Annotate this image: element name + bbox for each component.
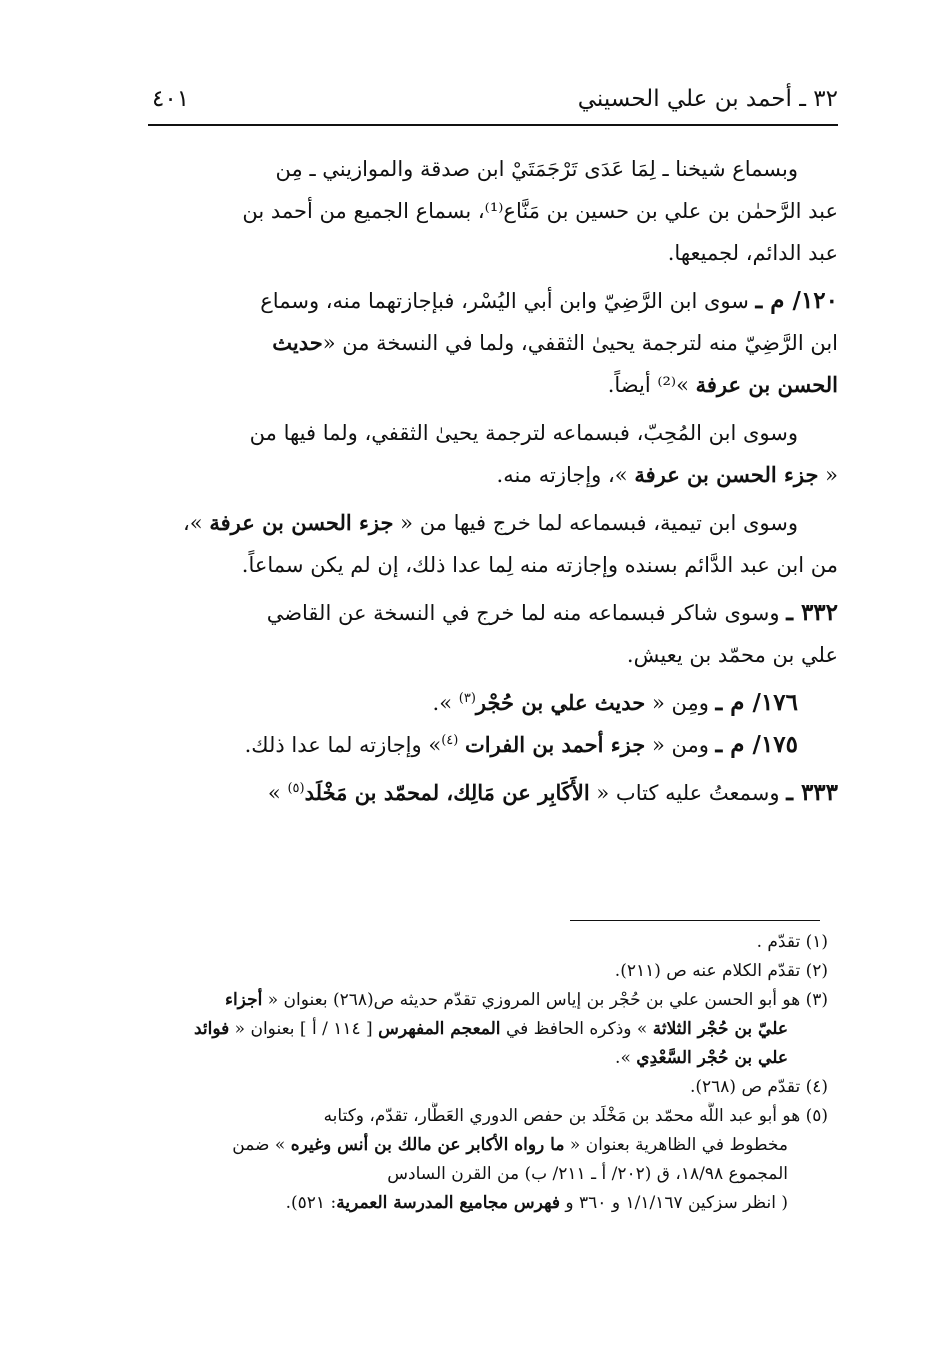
footnote-5: (٥) هو أبو عبد اللَّه محمّد بن مَخْلَد بن حفص الدوري العَطَّار، تقدّم، وكتابه [323, 1106, 828, 1126]
page-number: ٤٠١ [152, 86, 190, 112]
bold-title: علي بن حُجْر السَّعْدِي [636, 1048, 788, 1068]
paragraph-332 [136, 592, 838, 676]
text-line: عبد الرَّحمٰن بن علي بن حسين بن مَنَّاع⁽¹⁾، بسماع الجميع من أحمد بن [242, 199, 838, 223]
text-line [136, 280, 838, 322]
footnote-2: (٢) تقدّم الكلام عنه ص (٢١١). [614, 961, 828, 981]
bold-title: فوائد [193, 1019, 230, 1039]
text-line [136, 772, 838, 814]
footnote-ref: (٣) [458, 691, 476, 706]
text-span: » [267, 781, 281, 805]
footnote-5-cont [126, 1189, 828, 1218]
text-line: علي بن محمّد بن يعيش. [626, 643, 838, 667]
footnote-ref: (٥) [287, 781, 305, 796]
entry-number: ١٢٠/ م ـ [755, 287, 838, 314]
bold-title: جزء الحسن بن عرفة [634, 462, 819, 487]
text-span: (٣) هو أبو الحسن علي بن حُجْر بن إياس المروزي تقدّم حديثه ص(٢٦٨) بعنوان « [267, 990, 828, 1010]
footnote-3-cont [126, 1044, 828, 1073]
paragraph-ibn-taymiyya [136, 502, 838, 586]
text-span: »، [183, 511, 203, 535]
text-span: ومِن « [651, 691, 709, 715]
paragraph-1 [136, 148, 838, 274]
text-line [136, 592, 838, 634]
bold-title: حديث علي بن حُجْر [475, 690, 646, 715]
text-span: : ٥٢١). [285, 1193, 337, 1213]
footnote-3-cont [126, 1015, 828, 1044]
bold-title: حديث [272, 330, 323, 355]
text-line: عبد الدائم، لجميعها. [667, 241, 838, 265]
text-span: ابن الرَّضِيّ منه لترجمة يحيىٰ الثقفي، ولما في النسخة من « [322, 331, 838, 355]
text-line [136, 454, 838, 496]
running-header [148, 82, 838, 122]
text-span: »⁽²⁾ أيضاً. [607, 373, 689, 397]
entry-number: ١٧٥/ م ـ [715, 731, 798, 758]
text-line: من ابن عبد الدَّائم بسنده وإجازته منه لِما عدا ذلك، إن لم يكن سماعاً. [241, 553, 838, 577]
text-span: « [825, 463, 838, 487]
bold-title: الأَكَابِر عن مَالِك، لمحمّد بن مَخْلَد [304, 780, 590, 805]
text-span: ( انظر سزكين ١/١/١٦٧ و ٣٦٠ و [565, 1193, 788, 1213]
text-line [136, 322, 838, 364]
header-rule [148, 124, 838, 126]
text-span: ». [432, 691, 453, 715]
paragraph-176 [136, 682, 838, 724]
footnote-5-cont [126, 1131, 828, 1160]
footnote-ref: (٤) [441, 733, 459, 748]
footnote-1: (١) تقدّم . [756, 932, 828, 952]
footnotes [126, 928, 828, 1218]
header-title: ٣٢ ـ أحمد بن علي الحسيني [577, 86, 838, 112]
footnote-3 [126, 986, 828, 1015]
entry-number: ٣٣٣ ـ [786, 779, 838, 806]
bold-title: ما رواه الأكابر عن مالك بن أنس وغيره [290, 1135, 565, 1155]
text-span: وسمعتُ عليه كتاب « [596, 781, 780, 805]
main-text [136, 148, 838, 820]
text-span: » ضمن [232, 1135, 286, 1155]
footnote-4: (٤) تقدّم ص (٢٦٨). [689, 1077, 828, 1097]
text-line [136, 724, 838, 766]
text-span: [ ١١٤ / أ ] بعنوان « [234, 1019, 373, 1039]
bold-title: فهرس مجاميع المدرسة العمرية [336, 1193, 560, 1213]
bold-title: جزء أحمد بن الفرات [465, 732, 646, 757]
footnote-5-cont: المجموع ١٨/٩٨، ق (٢٠٢/ أ ـ ٢١١/ ب) من القرن السادس [387, 1164, 788, 1184]
footnote-separator [570, 920, 820, 921]
text-span: مخطوط في الظاهرية بعنوان « [569, 1135, 788, 1155]
text-span: ومن « [651, 733, 709, 757]
text-span: سوى ابن الرَّضِيّ وابن أبي اليُسْر، فبإجازتهما منه، وسماع [260, 289, 749, 313]
text-line [136, 502, 838, 544]
bold-title: جزء الحسن بن عرفة [209, 510, 394, 535]
paragraph-120 [136, 280, 838, 406]
text-line: وبسماع شيخنا ـ لِمَا عَدَى تَرْجَمَتَيْ ابن صدقة والموازيني ـ مِن [275, 157, 798, 181]
bold-title: المعجم المفهرس [378, 1019, 501, 1039]
bold-title: عليّ بن حُجْر الثلاثة [652, 1019, 788, 1039]
paragraph-ibn-muhibb [136, 412, 838, 496]
entry-number: ١٧٦/ م ـ [715, 689, 798, 716]
text-span: وسوى شاكر فبسماعه منه لما خرج في النسخة عن القاضي [266, 601, 780, 625]
paragraph-333 [136, 772, 838, 814]
text-span: » وإجازته لما عدا ذلك. [244, 733, 442, 757]
bold-title: أجزاء [224, 990, 263, 1010]
bold-title: الحسن بن عرفة [695, 372, 838, 397]
text-line [136, 364, 838, 406]
text-span: ». [615, 1048, 631, 1068]
text-span: » وذكره الحافظ في [505, 1019, 648, 1039]
entry-number: ٣٣٢ ـ [786, 599, 838, 626]
text-span: »، وإجازته منه. [496, 463, 628, 487]
text-line: وسوى ابن المُحِبّ، فبسماعه لترجمة يحيىٰ الثقفي، ولما فيها من [249, 421, 798, 445]
text-span: وسوى ابن تيمية، فبسماعه لما خرج فيها من « [400, 511, 798, 535]
text-line [136, 682, 838, 724]
paragraph-175 [136, 724, 838, 766]
